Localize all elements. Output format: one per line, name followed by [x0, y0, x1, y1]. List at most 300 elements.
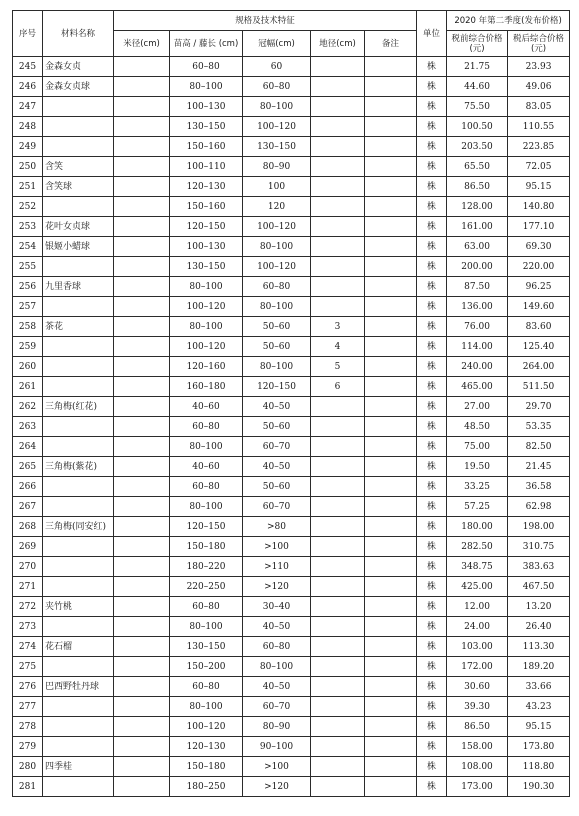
cell-material-name: [43, 477, 114, 497]
cell-crown: >120: [243, 577, 311, 597]
cell-crown: 30–40: [243, 597, 311, 617]
cell-note: [365, 777, 417, 797]
cell-note: [365, 757, 417, 777]
cell-material-name: [43, 437, 114, 457]
table-body: [13, 57, 570, 797]
cell-unit: 株: [417, 137, 447, 157]
cell-post-tax-price: 223.85: [508, 137, 570, 157]
cell-pre-tax-price: 108.00: [447, 757, 508, 777]
cell-post-tax-price: 33.66: [508, 677, 570, 697]
cell-unit: 株: [417, 157, 447, 177]
cell-ground-diameter: [311, 157, 365, 177]
cell-pre-tax-price: 86.50: [447, 717, 508, 737]
cell-pre-tax-price: 75.50: [447, 97, 508, 117]
table-row: [13, 497, 570, 517]
header-seq: 序号: [13, 11, 43, 57]
cell-pre-tax-price: 27.00: [447, 397, 508, 417]
table-row: [13, 157, 570, 177]
cell-material-name: [43, 357, 114, 377]
cell-diameter: [114, 257, 170, 277]
cell-diameter: [114, 597, 170, 617]
cell-note: [365, 97, 417, 117]
cell-height: 150–180: [170, 757, 243, 777]
table-row: [13, 557, 570, 577]
cell-seq: 251: [13, 177, 43, 197]
cell-post-tax-price: 264.00: [508, 357, 570, 377]
cell-unit: 株: [417, 477, 447, 497]
cell-unit: 株: [417, 277, 447, 297]
cell-crown: 100–120: [243, 117, 311, 137]
cell-pre-tax-price: 103.00: [447, 637, 508, 657]
cell-crown: 80–90: [243, 157, 311, 177]
cell-pre-tax-price: 12.00: [447, 597, 508, 617]
cell-ground-diameter: [311, 497, 365, 517]
header-spec: 规格及技术特征: [114, 11, 417, 31]
cell-ground-diameter: [311, 57, 365, 77]
cell-note: [365, 697, 417, 717]
cell-diameter: [114, 437, 170, 457]
cell-material-name: 含笑球: [43, 177, 114, 197]
cell-post-tax-price: 149.60: [508, 297, 570, 317]
cell-crown: 60–80: [243, 77, 311, 97]
cell-unit: 株: [417, 237, 447, 257]
cell-note: [365, 197, 417, 217]
cell-note: [365, 597, 417, 617]
table-row: [13, 177, 570, 197]
cell-material-name: 三角梅(紫花): [43, 457, 114, 477]
cell-seq: 265: [13, 457, 43, 477]
price-list-page: [12, 10, 569, 797]
cell-crown: >120: [243, 777, 311, 797]
cell-post-tax-price: 177.10: [508, 217, 570, 237]
cell-pre-tax-price: 172.00: [447, 657, 508, 677]
cell-ground-diameter: [311, 77, 365, 97]
cell-material-name: [43, 497, 114, 517]
cell-material-name: 花石榴: [43, 637, 114, 657]
cell-height: 120–130: [170, 737, 243, 757]
cell-post-tax-price: 53.35: [508, 417, 570, 437]
cell-material-name: [43, 557, 114, 577]
cell-seq: 247: [13, 97, 43, 117]
cell-crown: 50–60: [243, 417, 311, 437]
cell-ground-diameter: [311, 597, 365, 617]
cell-unit: 株: [417, 557, 447, 577]
header-ground: 地径(cm): [311, 31, 365, 57]
cell-diameter: [114, 457, 170, 477]
cell-post-tax-price: 62.98: [508, 497, 570, 517]
header-pre-tax: 税前综合价格(元): [447, 31, 508, 57]
cell-diameter: [114, 77, 170, 97]
cell-diameter: [114, 417, 170, 437]
cell-seq: 274: [13, 637, 43, 657]
cell-pre-tax-price: 65.50: [447, 157, 508, 177]
cell-seq: 270: [13, 557, 43, 577]
cell-note: [365, 417, 417, 437]
cell-height: 150–200: [170, 657, 243, 677]
cell-ground-diameter: [311, 657, 365, 677]
cell-ground-diameter: [311, 237, 365, 257]
cell-material-name: 金森女贞球: [43, 77, 114, 97]
cell-seq: 261: [13, 377, 43, 397]
header-unit: 单位: [417, 11, 447, 57]
cell-seq: 269: [13, 537, 43, 557]
cell-diameter: [114, 297, 170, 317]
table-row: [13, 477, 570, 497]
cell-post-tax-price: 96.25: [508, 277, 570, 297]
cell-ground-diameter: [311, 757, 365, 777]
cell-note: [365, 677, 417, 697]
cell-diameter: [114, 697, 170, 717]
cell-crown: 100–120: [243, 217, 311, 237]
cell-ground-diameter: [311, 117, 365, 137]
cell-diameter: [114, 157, 170, 177]
cell-ground-diameter: [311, 677, 365, 697]
cell-seq: 257: [13, 297, 43, 317]
cell-material-name: [43, 657, 114, 677]
cell-seq: 281: [13, 777, 43, 797]
cell-note: [365, 397, 417, 417]
cell-note: [365, 277, 417, 297]
cell-height: 80–100: [170, 317, 243, 337]
table-row: [13, 617, 570, 637]
cell-diameter: [114, 517, 170, 537]
table-row: [13, 237, 570, 257]
cell-diameter: [114, 237, 170, 257]
cell-unit: 株: [417, 577, 447, 597]
cell-ground-diameter: [311, 97, 365, 117]
cell-unit: 株: [417, 437, 447, 457]
cell-pre-tax-price: 39.30: [447, 697, 508, 717]
cell-post-tax-price: 21.45: [508, 457, 570, 477]
cell-diameter: [114, 657, 170, 677]
cell-unit: 株: [417, 177, 447, 197]
cell-crown: >100: [243, 537, 311, 557]
cell-pre-tax-price: 348.75: [447, 557, 508, 577]
cell-note: [365, 157, 417, 177]
cell-material-name: 三角梅(红花): [43, 397, 114, 417]
cell-ground-diameter: [311, 297, 365, 317]
cell-crown: 60–70: [243, 437, 311, 457]
cell-note: [365, 717, 417, 737]
cell-unit: 株: [417, 677, 447, 697]
cell-material-name: 九里香球: [43, 277, 114, 297]
cell-height: 60–80: [170, 57, 243, 77]
cell-height: 80–100: [170, 617, 243, 637]
cell-note: [365, 117, 417, 137]
table-row: [13, 537, 570, 557]
cell-pre-tax-price: 100.50: [447, 117, 508, 137]
table-row: [13, 277, 570, 297]
cell-ground-diameter: 4: [311, 337, 365, 357]
table-row: [13, 257, 570, 277]
cell-note: [365, 497, 417, 517]
cell-unit: 株: [417, 457, 447, 477]
cell-crown: 40–50: [243, 397, 311, 417]
table-row: [13, 197, 570, 217]
cell-unit: 株: [417, 257, 447, 277]
cell-height: 220–250: [170, 577, 243, 597]
cell-material-name: 巴西野牡丹球: [43, 677, 114, 697]
table-row: [13, 637, 570, 657]
header-crown: 冠幅(cm): [243, 31, 311, 57]
cell-seq: 263: [13, 417, 43, 437]
cell-material-name: [43, 577, 114, 597]
cell-crown: 40–50: [243, 677, 311, 697]
cell-pre-tax-price: 240.00: [447, 357, 508, 377]
cell-diameter: [114, 397, 170, 417]
cell-crown: 60–80: [243, 637, 311, 657]
cell-pre-tax-price: 44.60: [447, 77, 508, 97]
table-row: [13, 737, 570, 757]
cell-material-name: [43, 617, 114, 637]
cell-material-name: [43, 337, 114, 357]
cell-post-tax-price: 82.50: [508, 437, 570, 457]
cell-crown: 40–50: [243, 457, 311, 477]
cell-diameter: [114, 177, 170, 197]
cell-pre-tax-price: 282.50: [447, 537, 508, 557]
cell-post-tax-price: 83.60: [508, 317, 570, 337]
cell-unit: 株: [417, 597, 447, 617]
cell-unit: 株: [417, 657, 447, 677]
cell-ground-diameter: [311, 737, 365, 757]
cell-seq: 262: [13, 397, 43, 417]
cell-unit: 株: [417, 397, 447, 417]
cell-material-name: 金森女贞: [43, 57, 114, 77]
cell-pre-tax-price: 158.00: [447, 737, 508, 757]
table-row: [13, 517, 570, 537]
cell-unit: 株: [417, 357, 447, 377]
cell-post-tax-price: 383.63: [508, 557, 570, 577]
cell-note: [365, 217, 417, 237]
cell-height: 150–160: [170, 137, 243, 157]
cell-unit: 株: [417, 517, 447, 537]
cell-seq: 267: [13, 497, 43, 517]
cell-ground-diameter: [311, 577, 365, 597]
cell-diameter: [114, 617, 170, 637]
cell-diameter: [114, 277, 170, 297]
cell-seq: 249: [13, 137, 43, 157]
cell-unit: 株: [417, 737, 447, 757]
cell-pre-tax-price: 86.50: [447, 177, 508, 197]
cell-pre-tax-price: 203.50: [447, 137, 508, 157]
cell-height: 60–80: [170, 417, 243, 437]
cell-unit: 株: [417, 417, 447, 437]
cell-crown: >80: [243, 517, 311, 537]
cell-pre-tax-price: 21.75: [447, 57, 508, 77]
cell-crown: 80–90: [243, 717, 311, 737]
cell-note: [365, 457, 417, 477]
cell-crown: 120–150: [243, 377, 311, 397]
cell-note: [365, 537, 417, 557]
table-row: [13, 417, 570, 437]
cell-unit: 株: [417, 377, 447, 397]
cell-height: 150–180: [170, 537, 243, 557]
cell-note: [365, 77, 417, 97]
cell-seq: 279: [13, 737, 43, 757]
table-row: [13, 397, 570, 417]
cell-crown: 80–100: [243, 297, 311, 317]
cell-crown: 80–100: [243, 357, 311, 377]
cell-post-tax-price: 23.93: [508, 57, 570, 77]
cell-pre-tax-price: 76.00: [447, 317, 508, 337]
cell-height: 130–150: [170, 257, 243, 277]
cell-pre-tax-price: 87.50: [447, 277, 508, 297]
cell-crown: >100: [243, 757, 311, 777]
cell-pre-tax-price: 24.00: [447, 617, 508, 637]
table-row: [13, 657, 570, 677]
cell-material-name: 茶花: [43, 317, 114, 337]
cell-ground-diameter: 5: [311, 357, 365, 377]
cell-ground-diameter: [311, 397, 365, 417]
cell-post-tax-price: 310.75: [508, 537, 570, 557]
cell-crown: 50–60: [243, 337, 311, 357]
cell-seq: 273: [13, 617, 43, 637]
price-table: [12, 10, 570, 797]
cell-material-name: [43, 117, 114, 137]
header-note: 备注: [365, 31, 417, 57]
cell-ground-diameter: [311, 277, 365, 297]
cell-height: 120–130: [170, 177, 243, 197]
cell-diameter: [114, 497, 170, 517]
cell-crown: 50–60: [243, 477, 311, 497]
cell-material-name: [43, 737, 114, 757]
cell-ground-diameter: [311, 557, 365, 577]
table-row: [13, 337, 570, 357]
cell-height: 130–150: [170, 637, 243, 657]
cell-pre-tax-price: 465.00: [447, 377, 508, 397]
table-row: [13, 217, 570, 237]
table-header: [13, 11, 570, 57]
cell-ground-diameter: [311, 537, 365, 557]
cell-material-name: [43, 777, 114, 797]
cell-note: [365, 477, 417, 497]
cell-material-name: [43, 537, 114, 557]
cell-unit: 株: [417, 217, 447, 237]
table-row: [13, 717, 570, 737]
cell-post-tax-price: 190.30: [508, 777, 570, 797]
cell-note: [365, 617, 417, 637]
cell-unit: 株: [417, 757, 447, 777]
cell-pre-tax-price: 161.00: [447, 217, 508, 237]
cell-post-tax-price: 140.80: [508, 197, 570, 217]
header-material: 材料名称: [43, 11, 114, 57]
header-diameter: 米径(cm): [114, 31, 170, 57]
cell-note: [365, 237, 417, 257]
cell-ground-diameter: 3: [311, 317, 365, 337]
cell-seq: 253: [13, 217, 43, 237]
cell-seq: 259: [13, 337, 43, 357]
table-row: [13, 677, 570, 697]
cell-height: 60–80: [170, 597, 243, 617]
cell-ground-diameter: [311, 217, 365, 237]
cell-height: 100–120: [170, 337, 243, 357]
table-row: [13, 777, 570, 797]
cell-ground-diameter: [311, 697, 365, 717]
cell-crown: 80–100: [243, 237, 311, 257]
header-height: 苗高 / 藤长 (cm): [170, 31, 243, 57]
cell-height: 60–80: [170, 677, 243, 697]
cell-diameter: [114, 717, 170, 737]
cell-height: 80–100: [170, 697, 243, 717]
cell-pre-tax-price: 57.25: [447, 497, 508, 517]
cell-seq: 255: [13, 257, 43, 277]
cell-diameter: [114, 557, 170, 577]
cell-material-name: [43, 297, 114, 317]
cell-diameter: [114, 377, 170, 397]
cell-note: [365, 317, 417, 337]
cell-note: [365, 337, 417, 357]
cell-post-tax-price: 118.80: [508, 757, 570, 777]
cell-diameter: [114, 477, 170, 497]
cell-material-name: 三角梅(同安红): [43, 517, 114, 537]
cell-material-name: [43, 197, 114, 217]
cell-unit: 株: [417, 697, 447, 717]
cell-pre-tax-price: 19.50: [447, 457, 508, 477]
table-row: [13, 97, 570, 117]
cell-note: [365, 377, 417, 397]
cell-crown: 60–70: [243, 697, 311, 717]
cell-diameter: [114, 737, 170, 757]
cell-material-name: [43, 417, 114, 437]
cell-pre-tax-price: 63.00: [447, 237, 508, 257]
cell-crown: 60–80: [243, 277, 311, 297]
cell-height: 180–250: [170, 777, 243, 797]
cell-height: 150–160: [170, 197, 243, 217]
cell-diameter: [114, 757, 170, 777]
cell-post-tax-price: 26.40: [508, 617, 570, 637]
cell-seq: 245: [13, 57, 43, 77]
cell-diameter: [114, 317, 170, 337]
cell-post-tax-price: 83.05: [508, 97, 570, 117]
cell-unit: 株: [417, 117, 447, 137]
cell-seq: 268: [13, 517, 43, 537]
cell-post-tax-price: 220.00: [508, 257, 570, 277]
cell-seq: 266: [13, 477, 43, 497]
cell-material-name: [43, 377, 114, 397]
cell-pre-tax-price: 128.00: [447, 197, 508, 217]
table-row: [13, 317, 570, 337]
cell-material-name: 夹竹桃: [43, 597, 114, 617]
cell-height: 130–150: [170, 117, 243, 137]
cell-seq: 272: [13, 597, 43, 617]
cell-pre-tax-price: 114.00: [447, 337, 508, 357]
cell-ground-diameter: [311, 637, 365, 657]
cell-height: 100–120: [170, 717, 243, 737]
cell-height: 180–220: [170, 557, 243, 577]
cell-post-tax-price: 49.06: [508, 77, 570, 97]
cell-height: 100–130: [170, 237, 243, 257]
cell-height: 160–180: [170, 377, 243, 397]
cell-unit: 株: [417, 57, 447, 77]
cell-seq: 260: [13, 357, 43, 377]
table-row: [13, 577, 570, 597]
cell-crown: 60: [243, 57, 311, 77]
cell-pre-tax-price: 48.50: [447, 417, 508, 437]
cell-seq: 275: [13, 657, 43, 677]
cell-post-tax-price: 173.80: [508, 737, 570, 757]
cell-height: 100–110: [170, 157, 243, 177]
cell-seq: 258: [13, 317, 43, 337]
cell-pre-tax-price: 136.00: [447, 297, 508, 317]
cell-ground-diameter: [311, 177, 365, 197]
cell-crown: 120: [243, 197, 311, 217]
cell-note: [365, 517, 417, 537]
cell-seq: 252: [13, 197, 43, 217]
table-row: [13, 377, 570, 397]
cell-note: [365, 297, 417, 317]
cell-unit: 株: [417, 297, 447, 317]
cell-crown: >110: [243, 557, 311, 577]
